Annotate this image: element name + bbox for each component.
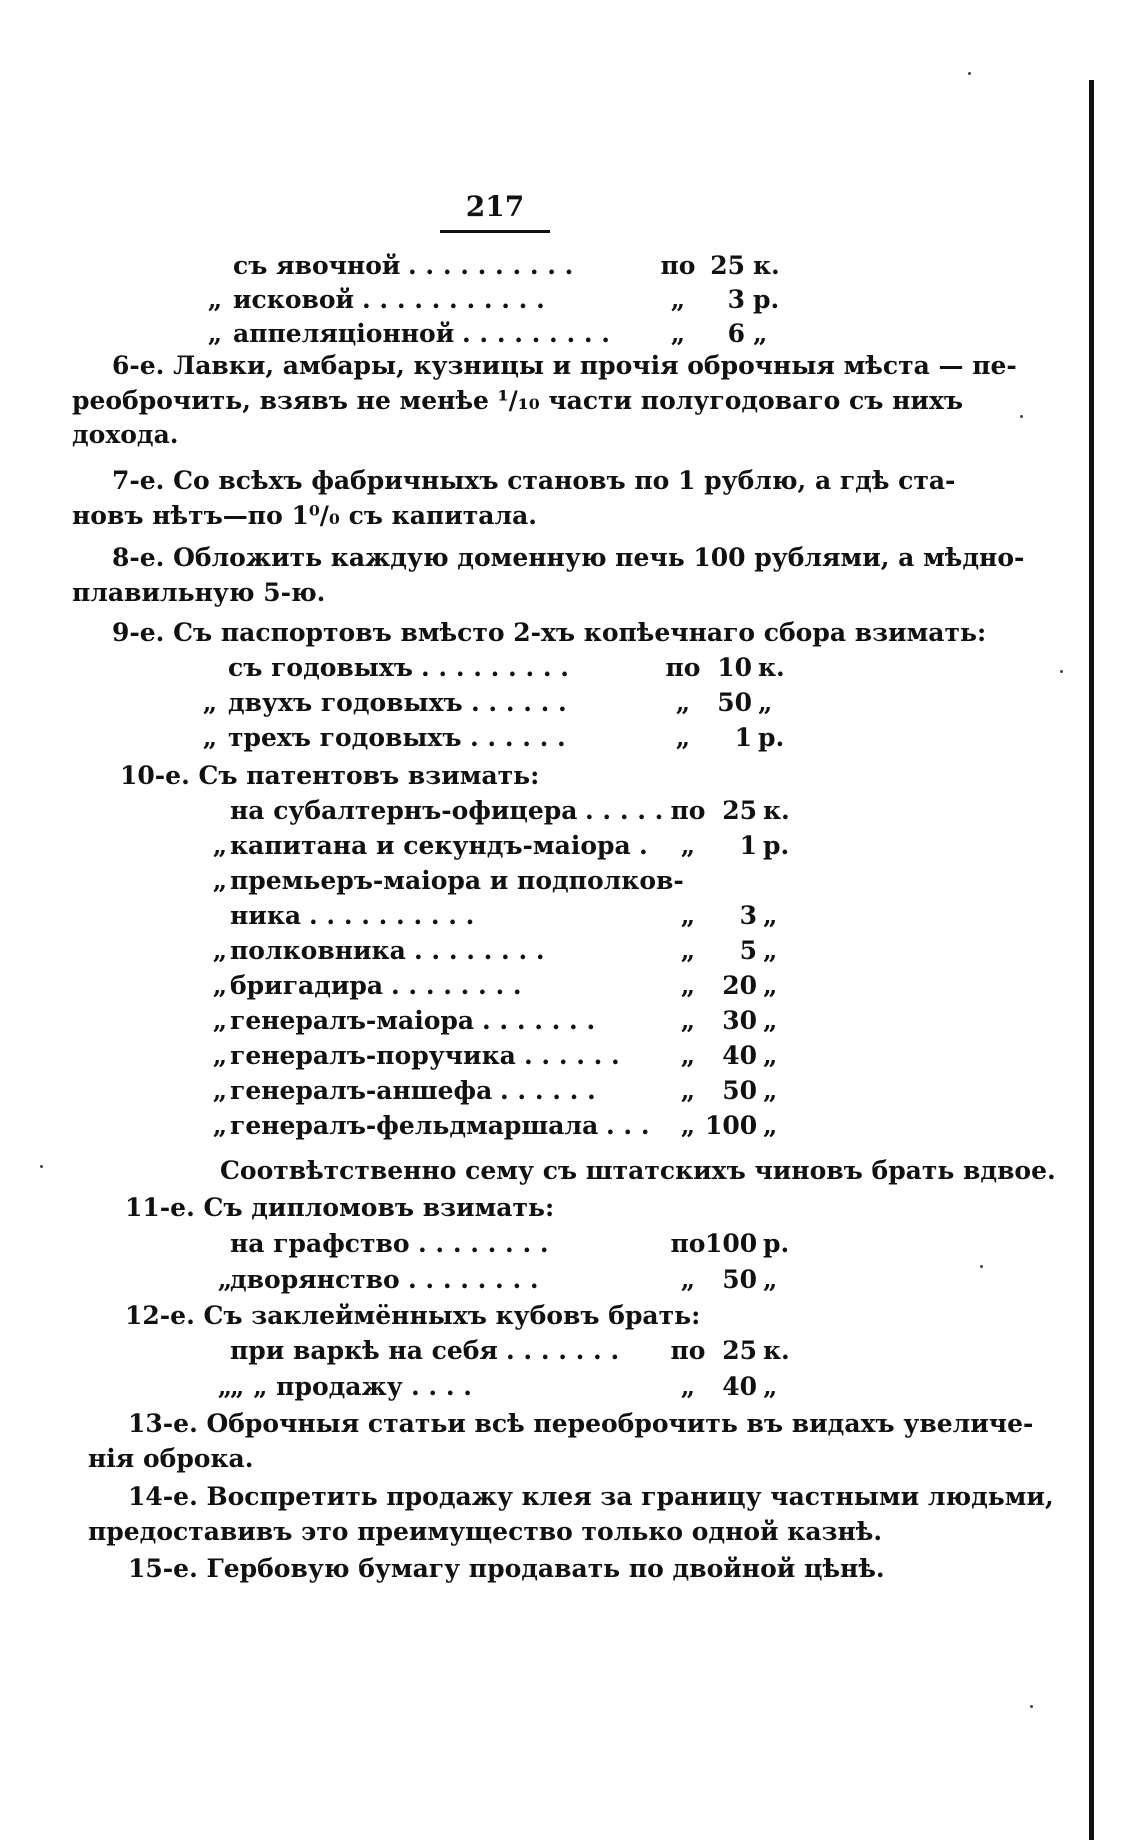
leader-dots: . . . . . . . . . . [309,901,475,930]
fee-unit: р. [763,831,790,860]
fee-label: двухъ годовыхъ [228,688,463,717]
ditto-mark: „ [202,723,218,752]
fee-value: 50 [722,1265,757,1294]
fee-unit: к. [758,653,785,682]
para-13-line-1: 13-е. Оброчныя статьи всѣ переоброчить въ видахъ увеличе- [128,1409,1034,1438]
scan-speck [1030,1705,1033,1708]
fee-prefix: „ [670,319,686,348]
leader-dots: . . . . . [585,796,664,825]
fee-row [205,250,780,282]
ditto-mark: „ [212,831,228,860]
para-10: 10-е. Съ патентовъ взимать: [120,761,540,790]
fee-row [210,970,778,1002]
fee-row [210,1005,778,1037]
fee-row [200,652,785,684]
fee-label: ника [230,901,302,930]
para-6-line-1: 6-е. Лавки, амбары, кузницы и прочія оброчныя мѣста — пе- [112,351,1017,380]
para-8-line-2: плавильную 5-ю. [72,578,326,607]
fee-value: 1 [739,831,757,860]
fee-prefix: „ [680,831,696,860]
para-11: 11-е. Съ дипломовъ взимать: [125,1193,555,1222]
fee-prefix: по [670,1336,706,1365]
fee-label: генералъ-поручика [230,1041,516,1070]
page-number-rule [440,230,550,233]
ditto-mark: „ [207,319,223,348]
fee-prefix: по [670,1229,706,1258]
fee-label: „ „ продажу [230,1372,403,1401]
fee-prefix: „ [680,1041,696,1070]
para-6-line-2: реоброчить, взявъ не менѣе ¹/₁₀ части полугодоваго съ нихъ [72,386,964,415]
fee-label: съ явочной [233,251,401,280]
fee-value: 10 [717,653,752,682]
fee-unit: к. [753,251,780,280]
fee-label: на субалтернъ-офицера [230,796,578,825]
scan-speck [1020,415,1023,418]
fee-value: 20 [722,971,757,1000]
fee-prefix: „ [680,1372,696,1401]
fee-unit: „ [753,319,768,348]
fee-label: исковой [233,285,355,314]
leader-dots: . . . . . . . [506,1336,620,1365]
fee-prefix: „ [680,1006,696,1035]
fee-prefix: „ [680,1265,696,1294]
fee-prefix: „ [680,901,696,930]
fee-unit: „ [763,1041,778,1070]
leader-dots: . . . . . . . . . [462,319,610,348]
fee-value: 25 [710,251,745,280]
leader-dots: . . . . . . [500,1076,596,1105]
fee-prefix: „ [680,1076,696,1105]
fee-row [210,865,684,897]
fee-value: 3 [739,901,757,930]
fee-value: 100 [705,1229,758,1258]
leader-dots: . . . . . . . . . . . [362,285,545,314]
fee-row [215,1228,790,1260]
ditto-mark: „ [212,1076,228,1105]
fee-row [210,900,778,932]
fee-row [205,318,768,350]
fee-label: генералъ-аншефа [230,1076,493,1105]
fee-label: на графство [230,1229,410,1258]
fee-unit: „ [763,971,778,1000]
fee-prefix: „ [670,285,686,314]
scan-speck [968,72,971,75]
fee-label: премьеръ-маіора и подполков- [230,866,684,895]
page-number: 217 [465,190,525,223]
ditto-mark: „ [212,936,228,965]
ditto-mark: „ [202,688,218,717]
fee-unit: р. [758,723,785,752]
fee-unit: „ [763,1006,778,1035]
fee-unit: р. [753,285,780,314]
para-8-line-1: 8-е. Обложить каждую доменную печь 100 рублями, а мѣдно- [112,543,1025,572]
ditto-mark: „ [212,1041,228,1070]
fee-row [215,1335,790,1367]
para-6-line-3: дохода. [72,420,179,449]
fee-prefix: „ [675,688,691,717]
scan-speck [1060,670,1063,673]
page-edge-shadow [1089,80,1094,1840]
leader-dots: . [639,831,648,860]
fee-row [200,687,773,719]
fee-label: при варкѣ на себя [230,1336,498,1365]
para-14-line-1: 14-е. Воспретить продажу клея за границу частными людьми, [128,1482,1054,1511]
fee-unit: „ [763,1265,778,1294]
para-7-line-2: новъ нѣтъ—по 1⁰/₀ съ капитала. [72,501,537,530]
fee-label: съ годовыхъ [228,653,413,682]
scan-speck [980,1265,983,1268]
ditto-mark: „ [217,1372,233,1401]
fee-value: 50 [717,688,752,717]
fee-value: 40 [722,1041,757,1070]
para-13-line-2: нія оброка. [88,1444,254,1473]
leader-dots: . . . . . . . [482,1006,596,1035]
fee-row [215,1371,778,1403]
leader-dots: . . . . . . . . . [421,653,569,682]
fee-prefix: „ [675,723,691,752]
fee-row [210,830,790,862]
civil-ranks-note: Соотвѣтственно сему съ штатскихъ чиновъ брать вдвое. [220,1156,1056,1185]
fee-label: генералъ-фельдмаршала [230,1111,599,1140]
fee-row [210,935,778,967]
fee-value: 1 [734,723,752,752]
leader-dots: . . . . [411,1372,472,1401]
para-14-line-2: предоставивъ это преимущество только одной казнѣ. [88,1517,883,1546]
fee-value: 3 [727,285,745,314]
fee-row [205,284,780,316]
fee-label: аппеляціонной [233,319,455,348]
fee-unit: р. [763,1229,790,1258]
para-12: 12-е. Съ заклеймённыхъ кубовъ брать: [125,1301,701,1330]
para-15: 15-е. Гербовую бумагу продавать по двойной цѣнѣ. [128,1554,885,1583]
fee-label: полковника [230,936,406,965]
fee-row [210,1110,778,1142]
fee-row [215,1264,778,1296]
fee-unit: „ [763,1372,778,1401]
leader-dots: . . . . . . . . [418,1229,549,1258]
para-7-line-1: 7-е. Со всѣхъ фабричныхъ становъ по 1 рублю, а гдѣ ста- [112,466,956,495]
fee-label: генералъ-маіора [230,1006,475,1035]
fee-row [200,722,785,754]
fee-unit: к. [763,796,790,825]
fee-prefix: по [665,653,701,682]
fee-value: 25 [722,1336,757,1365]
fee-label: дворянство [230,1265,400,1294]
ditto-mark: „ [207,285,223,314]
leader-dots: . . . . . . . . . . [408,251,574,280]
fee-prefix: „ [680,971,696,1000]
para-9: 9-е. Съ паспортовъ вмѣсто 2-хъ копѣечнаго сбора взимать: [112,618,987,647]
fee-label: трехъ годовыхъ [228,723,462,752]
ditto-mark: „ [212,866,228,895]
fee-value: 25 [722,796,757,825]
leader-dots: . . . . . . . . [414,936,545,965]
fee-unit: „ [758,688,773,717]
fee-label: капитана и секундъ-маіора [230,831,631,860]
fee-value: 100 [705,1111,758,1140]
fee-row [210,1040,778,1072]
leader-dots: . . . . . . [470,723,566,752]
fee-value: 6 [727,319,745,348]
ditto-mark: „ [212,1111,228,1140]
fee-unit: „ [763,901,778,930]
ditto-mark: „ [217,1265,233,1294]
ditto-mark: „ [212,971,228,1000]
leader-dots: . . . [606,1111,650,1140]
ditto-mark: „ [212,1006,228,1035]
fee-unit: „ [763,936,778,965]
fee-value: 50 [722,1076,757,1105]
fee-prefix: „ [680,936,696,965]
fee-unit: к. [763,1336,790,1365]
fee-row [210,1075,778,1107]
fee-prefix: по [670,796,706,825]
fee-value: 30 [722,1006,757,1035]
leader-dots: . . . . . . . . [408,1265,539,1294]
leader-dots: . . . . . . [524,1041,620,1070]
fee-value: 5 [739,936,757,965]
fee-row [210,795,790,827]
leader-dots: . . . . . . [471,688,567,717]
fee-prefix: по [660,251,696,280]
leader-dots: . . . . . . . . [391,971,522,1000]
fee-prefix: „ [680,1111,696,1140]
scan-speck [40,1165,43,1168]
fee-value: 40 [722,1372,757,1401]
fee-unit: „ [763,1111,778,1140]
fee-label: бригадира [230,971,384,1000]
fee-unit: „ [763,1076,778,1105]
